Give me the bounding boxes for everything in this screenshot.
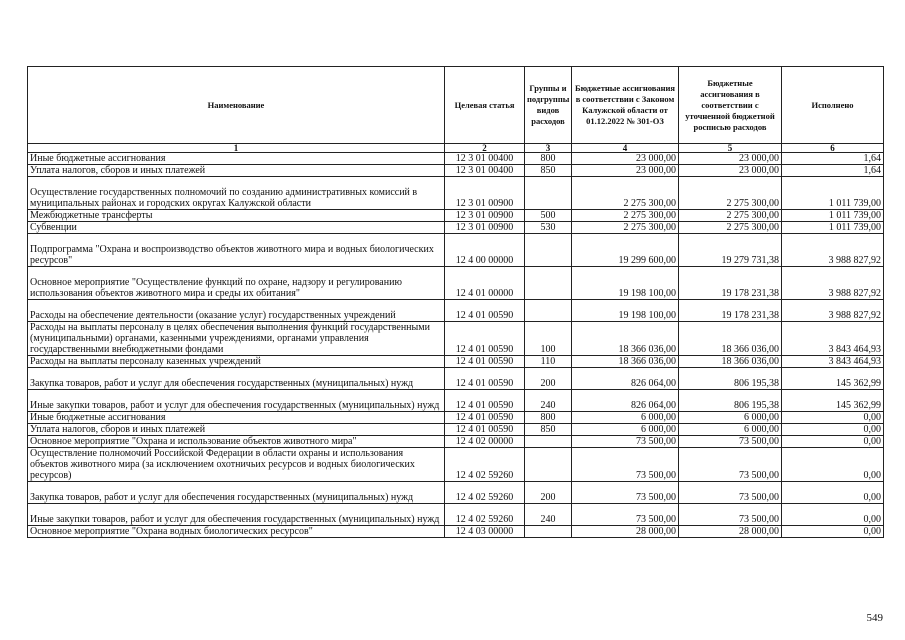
table-cell-expense-group xyxy=(525,436,572,448)
table-row xyxy=(28,234,884,267)
table-cell-target-article: 12 4 02 59260 xyxy=(445,482,525,504)
table-cell-budget-refined: 73 500,00 xyxy=(679,436,782,448)
table-cell-expense-group: 500 xyxy=(525,210,572,222)
table-cell-executed: 0,00 xyxy=(782,504,884,526)
table-row xyxy=(28,177,884,210)
table-row xyxy=(28,165,884,177)
table-cell-name: Основное мероприятие "Осуществление функций по охране, надзору и регулированию использования объектов животного мира и среды их обитания" xyxy=(28,267,445,300)
table-cell-budget-refined: 2 275 300,00 xyxy=(679,177,782,210)
table-cell-executed: 3 843 464,93 xyxy=(782,322,884,356)
table-cell-budget-law: 2 275 300,00 xyxy=(572,177,679,210)
table-cell-expense-group: 200 xyxy=(525,368,572,390)
table-cell-budget-refined: 73 500,00 xyxy=(679,448,782,482)
table-cell-expense-group xyxy=(525,267,572,300)
table-cell-budget-law: 826 064,00 xyxy=(572,368,679,390)
table-cell-name: Расходы на выплаты персоналу казенных учреждений xyxy=(28,356,445,368)
table-cell-executed: 1,64 xyxy=(782,153,884,165)
table-cell-executed: 0,00 xyxy=(782,412,884,424)
table-cell-executed: 3 988 827,92 xyxy=(782,234,884,267)
table-cell-expense-group xyxy=(525,234,572,267)
table-cell-target-article: 12 4 01 00590 xyxy=(445,412,525,424)
table-cell-budget-law: 28 000,00 xyxy=(572,526,679,538)
table-row xyxy=(28,222,884,234)
table-cell-budget-refined: 28 000,00 xyxy=(679,526,782,538)
table-cell-budget-refined: 6 000,00 xyxy=(679,424,782,436)
table-row xyxy=(28,368,884,390)
page-number: 549 xyxy=(866,612,883,624)
table-cell-target-article: 12 4 01 00000 xyxy=(445,267,525,300)
table-cell-target-article: 12 4 02 59260 xyxy=(445,448,525,482)
table-cell-executed: 1 011 739,00 xyxy=(782,222,884,234)
column-number: 3 xyxy=(525,144,572,153)
header-budget-refined: Бюджетные ассигнования в соответствии с уточненной бюджетной росписью расходов xyxy=(679,67,782,144)
column-number: 2 xyxy=(445,144,525,153)
table-row xyxy=(28,356,884,368)
table-cell-budget-refined: 18 366 036,00 xyxy=(679,322,782,356)
table-row xyxy=(28,482,884,504)
table-cell-name: Подпрограмма "Охрана и воспроизводство объектов животного мира и водных биологических ресурсов" xyxy=(28,234,445,267)
table-cell-budget-law: 18 366 036,00 xyxy=(572,356,679,368)
table-row xyxy=(28,300,884,322)
table-cell-budget-law: 6 000,00 xyxy=(572,412,679,424)
table-cell-target-article: 12 4 01 00590 xyxy=(445,424,525,436)
table-cell-budget-refined: 23 000,00 xyxy=(679,165,782,177)
column-number-row xyxy=(28,144,884,153)
table-cell-executed: 3 988 827,92 xyxy=(782,300,884,322)
table-cell-executed: 0,00 xyxy=(782,482,884,504)
table-cell-expense-group: 850 xyxy=(525,165,572,177)
table-cell-budget-refined: 2 275 300,00 xyxy=(679,222,782,234)
table-cell-budget-law: 2 275 300,00 xyxy=(572,222,679,234)
table-cell-executed: 1 011 739,00 xyxy=(782,177,884,210)
table-cell-name: Иные бюджетные ассигнования xyxy=(28,153,445,165)
table-cell-name: Субвенции xyxy=(28,222,445,234)
table-cell-budget-refined: 19 178 231,38 xyxy=(679,267,782,300)
table-cell-name: Иные бюджетные ассигнования xyxy=(28,412,445,424)
table-cell-target-article: 12 4 01 00590 xyxy=(445,300,525,322)
table-cell-executed: 1 011 739,00 xyxy=(782,210,884,222)
table-cell-executed: 3 843 464,93 xyxy=(782,356,884,368)
table-cell-name: Уплата налогов, сборов и иных платежей xyxy=(28,165,445,177)
table-cell-name: Основное мероприятие "Охрана и использование объектов животного мира" xyxy=(28,436,445,448)
table-cell-budget-law: 19 198 100,00 xyxy=(572,267,679,300)
table-cell-target-article: 12 3 01 00900 xyxy=(445,210,525,222)
table-row xyxy=(28,526,884,538)
table-row xyxy=(28,322,884,356)
table-cell-target-article: 12 4 01 00590 xyxy=(445,368,525,390)
table-cell-budget-law: 19 198 100,00 xyxy=(572,300,679,322)
table-cell-executed: 145 362,99 xyxy=(782,368,884,390)
budget-table xyxy=(27,66,884,538)
table-cell-expense-group xyxy=(525,526,572,538)
header-budget-law: Бюджетные ассигнования в соответствии с Законом Калужской области от 01.12.2022 № 301-ОЗ xyxy=(572,67,679,144)
table-cell-executed: 0,00 xyxy=(782,526,884,538)
table-cell-name: Межбюджетные трансферты xyxy=(28,210,445,222)
table-cell-expense-group: 200 xyxy=(525,482,572,504)
header-target-article: Целевая статья xyxy=(445,67,525,144)
table-cell-name: Основное мероприятие "Охрана водных биологических ресурсов" xyxy=(28,526,445,538)
table-cell-expense-group: 850 xyxy=(525,424,572,436)
table-cell-target-article: 12 4 02 00000 xyxy=(445,436,525,448)
table-cell-budget-law: 73 500,00 xyxy=(572,448,679,482)
header-row xyxy=(28,67,884,144)
table-cell-budget-law: 73 500,00 xyxy=(572,436,679,448)
table-cell-expense-group: 800 xyxy=(525,412,572,424)
table-cell-executed: 0,00 xyxy=(782,448,884,482)
table-cell-budget-refined: 2 275 300,00 xyxy=(679,210,782,222)
table-cell-expense-group xyxy=(525,300,572,322)
table-cell-budget-law: 23 000,00 xyxy=(572,165,679,177)
table-cell-budget-refined: 806 195,38 xyxy=(679,368,782,390)
table-cell-expense-group: 240 xyxy=(525,504,572,526)
table-row xyxy=(28,153,884,165)
table-cell-budget-refined: 18 366 036,00 xyxy=(679,356,782,368)
table-row xyxy=(28,412,884,424)
table-cell-target-article: 12 4 01 00590 xyxy=(445,356,525,368)
table-cell-budget-refined: 73 500,00 xyxy=(679,504,782,526)
table-row xyxy=(28,436,884,448)
table-cell-executed: 0,00 xyxy=(782,424,884,436)
header-executed: Исполнено xyxy=(782,67,884,144)
table-cell-budget-law: 2 275 300,00 xyxy=(572,210,679,222)
table-cell-target-article: 12 3 01 00900 xyxy=(445,177,525,210)
table-cell-name: Осуществление полномочий Российской Федерации в области охраны и использования объектов животного мира (за исключением охотничьих ресурсов и водных биологических ресурсов) xyxy=(28,448,445,482)
table-cell-executed: 1,64 xyxy=(782,165,884,177)
table-row xyxy=(28,448,884,482)
table-row xyxy=(28,210,884,222)
table-cell-expense-group: 110 xyxy=(525,356,572,368)
table-cell-executed: 0,00 xyxy=(782,436,884,448)
table-cell-target-article: 12 3 01 00900 xyxy=(445,222,525,234)
table-cell-executed: 145 362,99 xyxy=(782,390,884,412)
table-cell-name: Уплата налогов, сборов и иных платежей xyxy=(28,424,445,436)
column-number: 1 xyxy=(28,144,445,153)
table-row xyxy=(28,504,884,526)
table-row xyxy=(28,267,884,300)
table-cell-name: Расходы на выплаты персоналу в целях обеспечения выполнения функций государственными (муниципальными) органами, казенными учреждениями, органами управления государственными внебюджетными фондами xyxy=(28,322,445,356)
column-number: 6 xyxy=(782,144,884,153)
table-cell-budget-refined: 19 279 731,38 xyxy=(679,234,782,267)
table-cell-target-article: 12 4 01 00590 xyxy=(445,390,525,412)
table-cell-expense-group xyxy=(525,177,572,210)
table-cell-budget-law: 6 000,00 xyxy=(572,424,679,436)
header-expense-group: Группы и подгруппы видов расходов xyxy=(525,67,572,144)
table-cell-budget-refined: 23 000,00 xyxy=(679,153,782,165)
column-number: 4 xyxy=(572,144,679,153)
table-cell-budget-law: 826 064,00 xyxy=(572,390,679,412)
table-cell-budget-refined: 73 500,00 xyxy=(679,482,782,504)
column-number: 5 xyxy=(679,144,782,153)
table-cell-budget-refined: 19 178 231,38 xyxy=(679,300,782,322)
table-cell-name: Иные закупки товаров, работ и услуг для обеспечения государственных (муниципальных) нужд xyxy=(28,390,445,412)
table-body xyxy=(28,153,884,538)
table-cell-name: Расходы на обеспечение деятельности (оказание услуг) государственных учреждений xyxy=(28,300,445,322)
table-cell-expense-group: 240 xyxy=(525,390,572,412)
table-cell-budget-law: 19 299 600,00 xyxy=(572,234,679,267)
table-cell-name: Закупка товаров, работ и услуг для обеспечения государственных (муниципальных) нужд xyxy=(28,482,445,504)
table-cell-expense-group: 100 xyxy=(525,322,572,356)
table-cell-budget-law: 23 000,00 xyxy=(572,153,679,165)
table-cell-target-article: 12 3 01 00400 xyxy=(445,165,525,177)
table-cell-target-article: 12 4 03 00000 xyxy=(445,526,525,538)
table-cell-budget-law: 73 500,00 xyxy=(572,482,679,504)
table-cell-expense-group xyxy=(525,448,572,482)
table-cell-budget-refined: 806 195,38 xyxy=(679,390,782,412)
table-cell-target-article: 12 4 01 00590 xyxy=(445,322,525,356)
table-cell-target-article: 12 3 01 00400 xyxy=(445,153,525,165)
table-cell-target-article: 12 4 02 59260 xyxy=(445,504,525,526)
header-name: Наименование xyxy=(28,67,445,144)
table-cell-budget-refined: 6 000,00 xyxy=(679,412,782,424)
table-cell-budget-law: 18 366 036,00 xyxy=(572,322,679,356)
table-cell-budget-law: 73 500,00 xyxy=(572,504,679,526)
table-cell-target-article: 12 4 00 00000 xyxy=(445,234,525,267)
table-cell-executed: 3 988 827,92 xyxy=(782,267,884,300)
table-row xyxy=(28,424,884,436)
table-cell-name: Закупка товаров, работ и услуг для обеспечения государственных (муниципальных) нужд xyxy=(28,368,445,390)
table-cell-expense-group: 530 xyxy=(525,222,572,234)
table-cell-name: Осуществление государственных полномочий по созданию административных комиссий в муниципальных районах и городских округах Калужской области xyxy=(28,177,445,210)
table-cell-name: Иные закупки товаров, работ и услуг для обеспечения государственных (муниципальных) нужд xyxy=(28,504,445,526)
table-row xyxy=(28,390,884,412)
table-cell-expense-group: 800 xyxy=(525,153,572,165)
